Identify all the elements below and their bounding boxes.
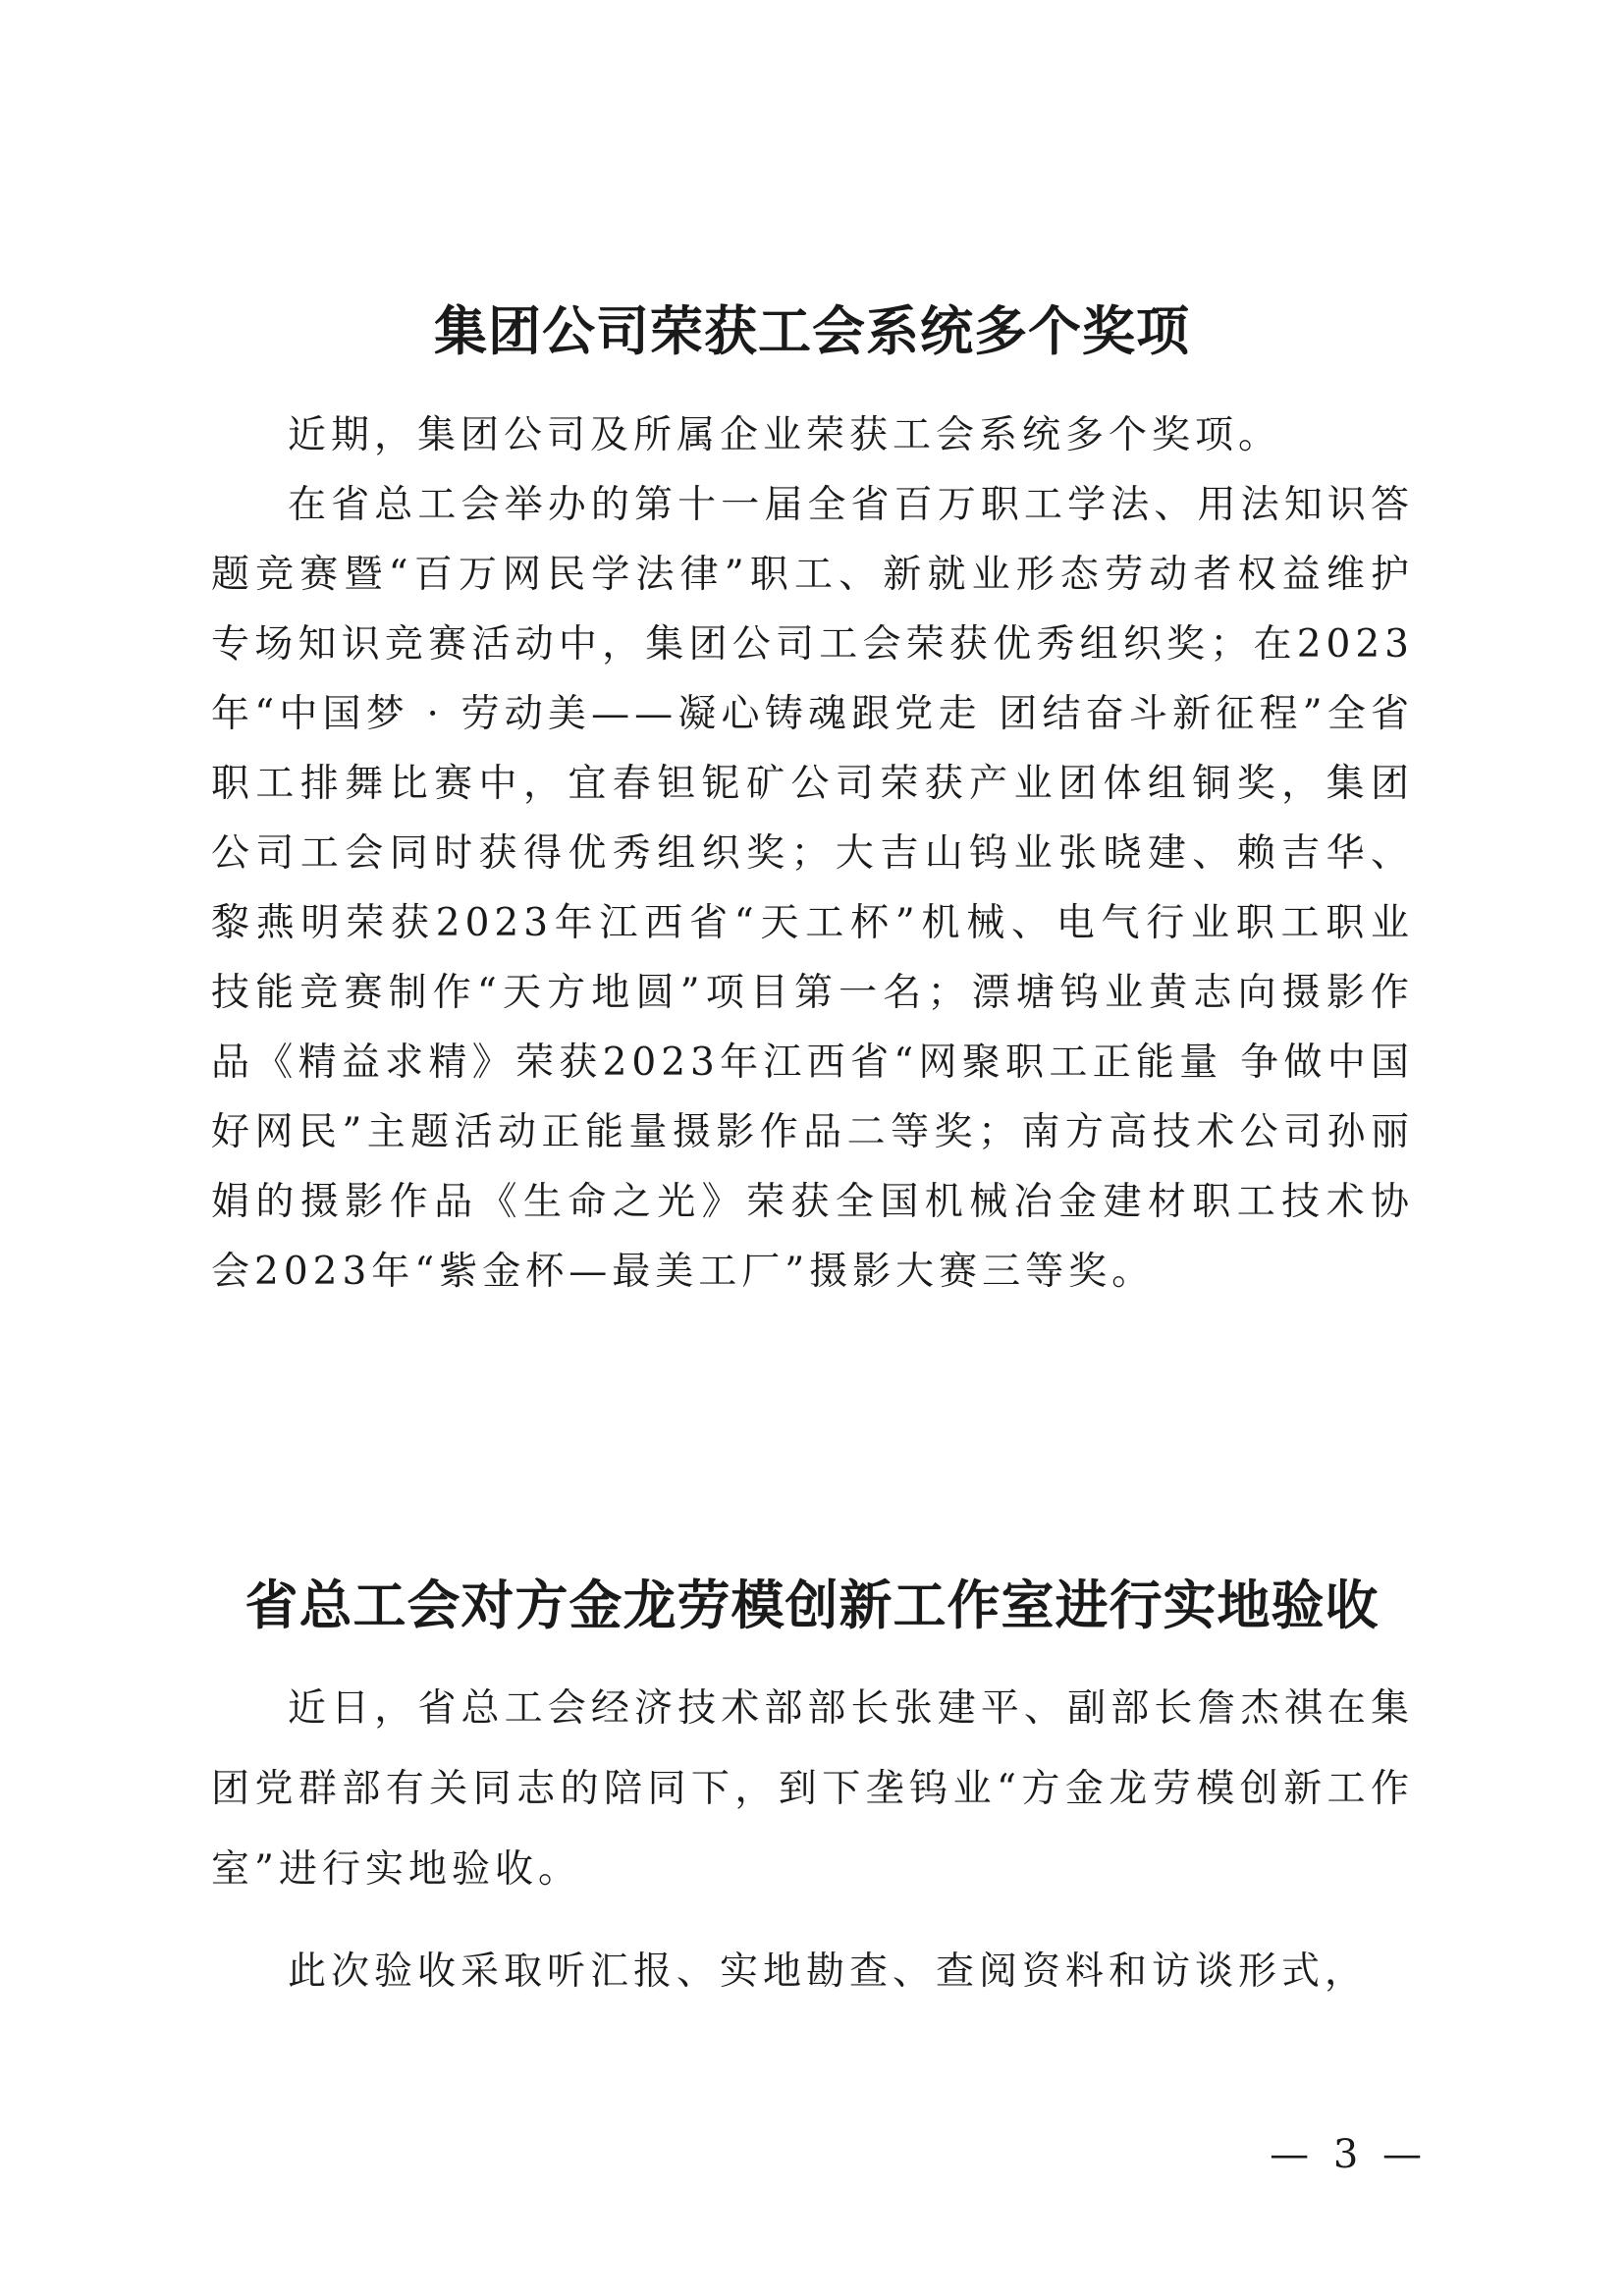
article-1-body	[211, 400, 1414, 1307]
article-2-paragraph-2: 此次验收采取听汇报、实地勘查、查阅资料和访谈形式，	[288, 1949, 1369, 1994]
article-1-paragraph-1: 近期，集团公司及所属企业荣获工会系统多个奖项。	[288, 413, 1282, 457]
article-2-body	[211, 1669, 1414, 2012]
article-1-paragraph-2: 在省总工会举办的第十一届全省百万职工学法、用法知识答题竞赛暨“百万网民学法律”职工、新就业形态劳动者权益维护专场知识竞赛活动中，集团公司工会荣获优秀组织奖；在2023年“中国梦 · 劳动美——凝心铸魂跟党走 团结奋斗新征程”全省职工排舞比赛中，宜春钽铌矿公司荣获产业团体组铜奖，集团公司工会同时获得优秀组织奖；大吉山钨业张晓建、赖吉华、黎燕明荣获2023年江西省“天工杯”机械、电气行业职工职业技能竞赛制作“天方地圆”项目第一名；漂塘钨业黄志向摄影作品《精益求精》荣获2023年江西省“网聚职工正能量 争做中国好网民”主题活动正能量摄影作品二等奖；南方高技术公司孙丽娟的摄影作品《生命之光》荣获全国机械冶金建材职工技术协会2023年“紫金杯—最美工厂”摄影大赛三等奖。	[211, 483, 1414, 1294]
article-2-title: 省总工会对方金龙劳模创新工作室进行实地验收	[244, 1575, 1380, 1636]
article-1-title: 集团公司荣获工会系统多个奖项	[434, 300, 1190, 362]
article-2-paragraph-1: 近日，省总工会经济技术部部长张建平、副部长詹杰祺在集团党群部有关同志的陪同下，到下垄钨业“方金龙劳模创新工作室”进行实地验收。	[211, 1686, 1414, 1892]
page-number: — 3 —	[1270, 2132, 1428, 2177]
